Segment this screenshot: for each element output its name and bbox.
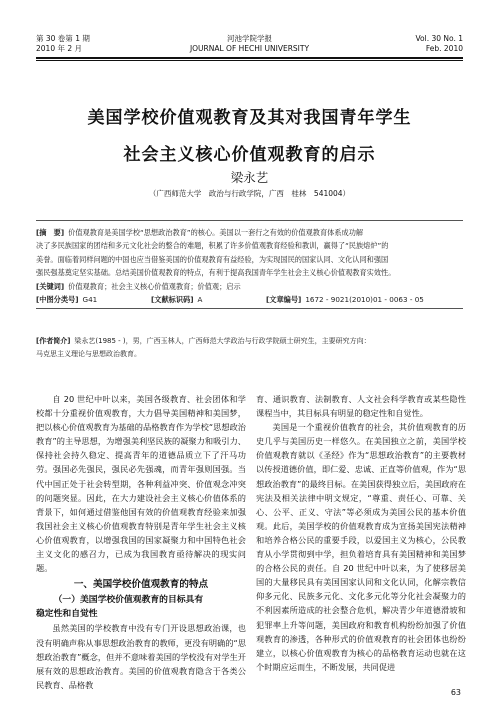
doc-code-label: [文献标识码] (151, 294, 194, 304)
abstract-line: 美誉。面临着同样问题的中国也应当借鉴美国的价值观教育有益经验，为实现国民的国家认同、文化认同和强国 (36, 254, 389, 264)
clc-label: [中图分类号] (36, 294, 79, 304)
abstract-bottom-rule (36, 308, 463, 309)
body-paragraph: 美国是一个重视价值教育的社会，其价值观教育的历史几乎与美国历史一样悠久。在美国独立之前，美国学校价值观教育就以《圣经》作为“思想政治教育”的主要教材以传授道德价值，即仁爱、忠诚、正直等价值观，作为“思想政治教育”的最终目标。在美国获得独立后，美国政府在宪法及相关法律中明文规定，“尊重、责任心、可靠、关心、公平、正义、守法”等必须成为美国公民的基本价值观。此后，美国学校的价值观教育成为宣扬美国宪法精神和培养合格公民的重要手段，以爱国主义为核心，公民教育从小学贯彻到中学，担负着培育具有美国精神和美国梦的合格公民的责任。自 20 世纪中叶以来，为了使移居美国的大量移民具有美国国家认同和文化认同，化解宗教信仰多元化、民族多元化、文化多元化等分化社会凝聚力的不利因素所造成的社会整合危机，解决青少年道德滑坡和犯罪率上升等问题，美国政府和教育机构纷纷加强了价值观教育的渗透，各种形式的价值观教育的社会团体也纷纷建立，以核心价值观教育为核心的品格教育运动也就在这个时期应运而生，不断发展，共同促进 (256, 422, 466, 672)
body-paragraph: 自 20 世纪中叶以来，美国各级教育、社会团体和学校都十分重视价值观教育，大力倡导美国精神和美国梦，把以核心价值观教育为基础的品格教育作为学校“思想政治教育”的主导思想，为增强美利坚民族的凝聚力和吸引力、保持社会持久稳定、提高青年的道德品质立下了汗马功劳。强国必先强民，强民必先强魂，而青年强则国强。当代中国正处于社会转型期，各种利益冲突、价值观念冲突的问题突显。因此，在大力建设社会主义核心价值体系的背景下，如何通过借鉴他国有效的价值观教育经验来加强我国社会主义核心价值观教育特别是青年学生社会主义核心价值观教育，以增强我国的国家凝聚力和中国特色社会主义文化的感召力，已成为我国教育亟待解决的现实问题。 (36, 394, 246, 574)
journal-name-cn: 河池学院学报 (227, 34, 272, 43)
abstract-block (36, 226, 463, 306)
abstract-line: 强民强基奠定坚实基础。总结美国价值观教育的特点，有利于提高我国青年学生社会主义核心价值观教育实效性。 (36, 268, 396, 278)
article-title-line1: 美国学校价值观教育及其对我国青年学生 (87, 108, 412, 128)
keywords-label: [关键词] (36, 281, 65, 291)
author-name: 梁永艺 (230, 170, 269, 185)
body-paragraph: 育、通识教育、法制教育、人文社会科学教育或某些隐性课程当中，其目标具有明显的稳定性和自觉性。 (256, 394, 466, 419)
volume-issue-en: Vol. 30 No. 1 (415, 34, 463, 43)
doc-code-value: A (197, 294, 203, 304)
article-number-label: [文章编号] (266, 294, 302, 304)
clc-value: G41 (82, 294, 98, 304)
abstract-line: 决了多民族国家的团结和多元文化社会的整合的难题，积累了许多价值观教育经验和教训，赢得了“民族熔炉”的 (36, 241, 389, 251)
article-title-line2: 社会主义核心价值观教育的启示 (123, 145, 376, 165)
body-paragraph: 虽然美国的学校教育中没有专门开设思想政治课，也没有明确声称从事思想政治教育的教师，更没有明确的“思想政治教育”概念，但并不意味着美国的学校没有对学生开展有效的思想政治教育。美国的价值观教育隐含于各类公民教育、品格教 (36, 623, 246, 690)
page-number: 63 (450, 688, 461, 697)
header-rule-thin (36, 60, 463, 61)
author-note (36, 335, 463, 360)
volume-issue: 第 30 卷第 1 期 (36, 34, 90, 43)
abstract-line (36, 226, 463, 239)
journal-name-en: JOURNAL OF HECHI UNIVERSITY (189, 44, 310, 53)
abstract-top-rule (36, 220, 463, 221)
subsection-heading: （一）美国学校价值观教育的目标具有 稳定性和自觉性 (36, 595, 204, 620)
abstract-label: [摘 要] (36, 228, 65, 237)
keywords-line (36, 280, 463, 293)
author-note-text: 马克思主义理论与思想政治教育。 (36, 349, 141, 358)
header-rule-thick (36, 57, 463, 59)
abstract-text: 价值观教育是美国学校“思想政治教育”的核心。美国以一套行之有效的价值观教育体系成功解 (68, 228, 364, 237)
classification-line (36, 293, 463, 306)
issue-date-en: Feb. 2010 (425, 44, 463, 53)
section-heading: 一、美国学校价值观教育的特点 (73, 579, 209, 591)
author-affiliation: （广西师范大学 政治与行政学院，广西 桂林 541004） (148, 189, 351, 198)
running-header-right (415, 34, 463, 54)
issue-date: 2010 年 2 月 (36, 44, 83, 53)
keywords-text: 价值观教育；社会主义核心价值观教育；价值观；启示 (68, 281, 241, 291)
article-number-value: 1672 - 9021(2010)01 - 0063 - 05 (305, 294, 424, 304)
author-note-label: [作者简介] (36, 337, 71, 345)
body-column-right (256, 392, 466, 674)
author-note-text: 梁永艺(1985 - )，男，广西玉林人，广西师范大学政治与行政学院硕士研究生，主要研究方向： (74, 337, 371, 345)
body-column-left (36, 392, 246, 692)
